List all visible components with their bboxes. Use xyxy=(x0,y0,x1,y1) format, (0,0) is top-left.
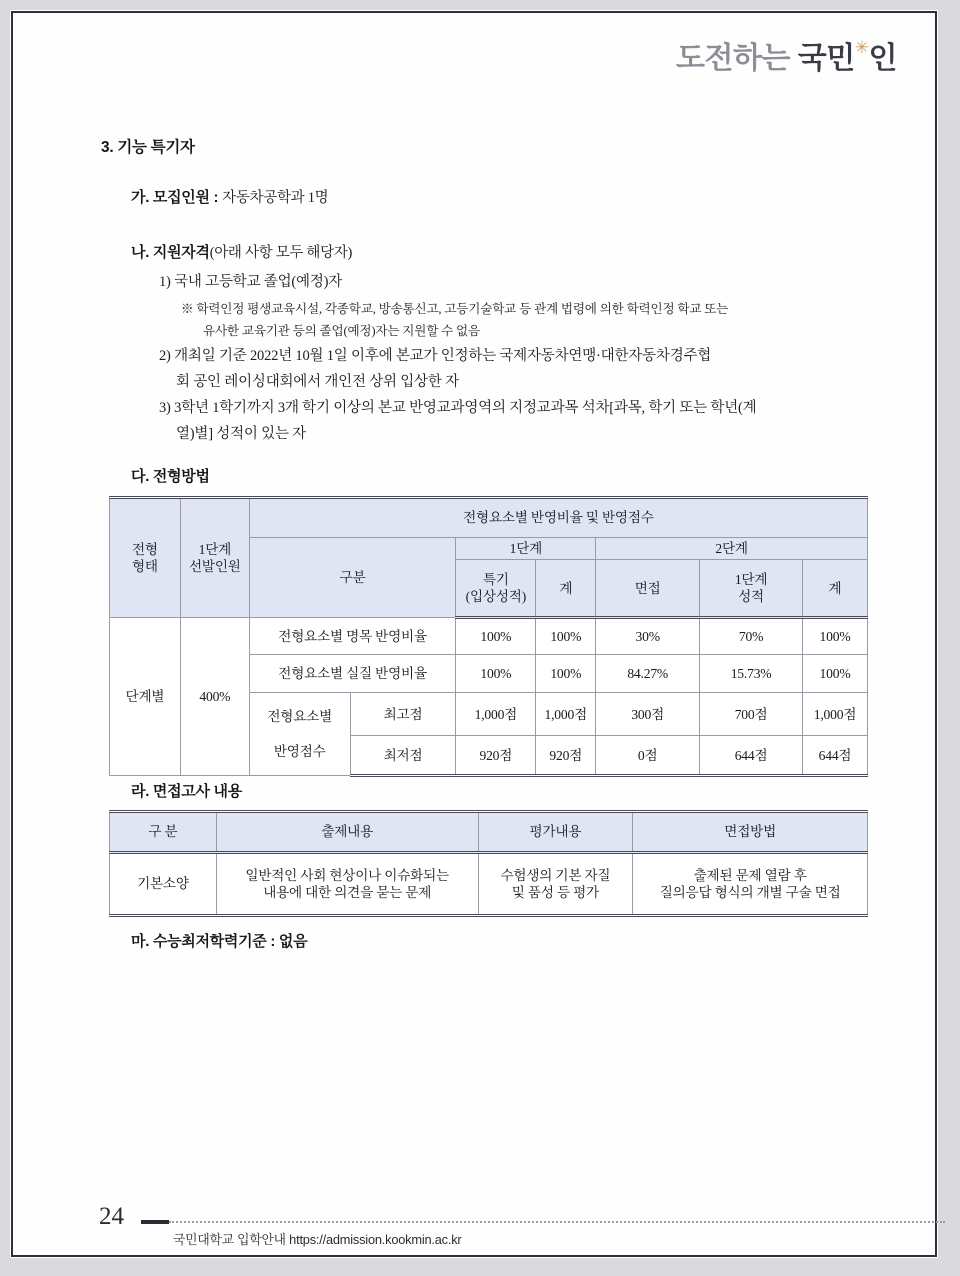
interview-table xyxy=(109,810,868,917)
cell-row-label-nominal: 전형요소별 명목 반영비율 xyxy=(249,618,456,655)
subsection-b-label xyxy=(131,241,352,262)
document-page xyxy=(11,11,937,1257)
brand-text-part1: 도전하는 xyxy=(676,42,798,75)
cell-max-stage1score: 700점 xyxy=(700,693,803,736)
qualification-note-line-2: 유사한 교육기관 등의 졸업(예정)자는 지원할 수 없음 xyxy=(203,324,480,338)
cell-min-interview: 0점 xyxy=(596,736,700,776)
interview-header-evaluation: 평가내용 xyxy=(478,812,633,853)
cell-min-sum2: 644점 xyxy=(803,736,868,776)
interview-cell-evaluation: 수험생의 기본 자질 및 품성 등 평가 xyxy=(478,853,633,916)
method-table-header-row-1 xyxy=(110,498,868,538)
qualification-item-2-cont: 회 공인 레이싱대회에서 개인전 상위 입상한 자 xyxy=(176,374,459,390)
cell-min-stage1score: 644점 xyxy=(700,736,803,776)
header-specialty: 특기 (입상성적) xyxy=(456,560,536,618)
method-table xyxy=(109,496,868,777)
interview-cell-content: 일반적인 사회 현상이나 이슈화되는 내용에 대한 의견을 묻는 문제 xyxy=(216,853,478,916)
header-sum-stage2: 계 xyxy=(803,560,868,618)
cell-actual-stage1score: 15.73% xyxy=(700,655,803,693)
cell-min-specialty: 920점 xyxy=(456,736,536,776)
cell-type-value: 단계별 xyxy=(110,618,181,776)
qualification-item-3-cont: 열)별] 성적이 있는 자 xyxy=(176,426,306,442)
footer-source-text: 국민대학교 입학안내 https://admission.kookmin.ac.kr xyxy=(173,1232,462,1247)
subsection-a-value: 자동차공학과 1명 xyxy=(222,190,329,206)
qualification-item-2: 2) 개최일 기준 2022년 10월 1일 이후에 본교가 인정하는 국제자동차연맹·대한자동차경주협 xyxy=(159,348,712,364)
header-group-title: 전형요소별 반영비율 및 반영점수 xyxy=(249,498,867,538)
cell-max-specialty: 1,000점 xyxy=(456,693,536,736)
header-type: 전형 형태 xyxy=(110,498,181,618)
qualification-note-line-1: ※ 학력인정 평생교육시설, 각종학교, 방송통신고, 고등기술학교 등 관계 법령에 의한 학력인정 학교 또는 xyxy=(181,302,729,316)
page-number: 24 xyxy=(99,1203,124,1230)
cell-sub-label-max: 최고점 xyxy=(350,693,456,736)
subsection-d-label: 라. 면접고사 내용 xyxy=(131,783,242,800)
interview-table-row xyxy=(110,853,868,916)
cell-actual-sum2: 100% xyxy=(803,655,868,693)
cell-min-sum1: 920점 xyxy=(536,736,596,776)
brand-text-part3: 인 xyxy=(868,42,897,75)
interview-cell-division: 기본소양 xyxy=(110,853,217,916)
interview-cell-method: 출제된 문제 열람 후 질의응답 형식의 개별 구술 면접 xyxy=(633,853,868,916)
header-interview: 면접 xyxy=(596,560,700,618)
brand-text-part2: 국민 xyxy=(797,42,855,75)
footer-dash-rule xyxy=(141,1220,169,1224)
cell-max-interview: 300점 xyxy=(596,693,700,736)
subsection-e-label: 마. 수능최저학력기준 : 없음 xyxy=(131,933,308,950)
cell-nominal-specialty: 100% xyxy=(456,618,536,655)
cell-sub-label-min: 최저점 xyxy=(350,736,456,776)
subsection-a-label-text: 가. 모집인원 : xyxy=(131,189,219,206)
cell-quota-value: 400% xyxy=(180,618,249,776)
cell-nominal-interview: 30% xyxy=(596,618,700,655)
cell-actual-interview: 84.27% xyxy=(596,655,700,693)
interview-header-content: 출제내용 xyxy=(216,812,478,853)
document-body xyxy=(13,13,935,1255)
header-stage1-score: 1단계 성적 xyxy=(700,560,803,618)
header-stage2: 2단계 xyxy=(596,538,868,560)
header-division: 구분 xyxy=(249,538,456,618)
cell-nominal-sum2: 100% xyxy=(803,618,868,655)
subsection-b-label-text: 나. 지원자격 xyxy=(131,244,210,261)
cell-nominal-stage1score: 70% xyxy=(700,618,803,655)
cell-row-label-score: 전형요소별 반영점수 xyxy=(249,693,350,776)
subsection-a-label xyxy=(131,186,328,207)
header-stage1: 1단계 xyxy=(456,538,596,560)
header-sum-stage1: 계 xyxy=(536,560,596,618)
interview-table-header-row xyxy=(110,812,868,853)
cell-actual-specialty: 100% xyxy=(456,655,536,693)
qualification-item-3: 3) 3학년 1학기까지 3개 학기 이상의 본교 반영교과영역의 지정교과목 석차[과목, 학기 또는 학년(계 xyxy=(159,400,757,416)
subsection-c-label: 다. 전형방법 xyxy=(131,468,210,485)
method-table-row-nominal xyxy=(110,618,868,655)
page-content-area xyxy=(13,13,935,1255)
qualification-item-1: 1) 국내 고등학교 졸업(예정)자 xyxy=(159,274,343,290)
subsection-b-label-paren: (아래 사항 모두 해당자) xyxy=(209,245,353,261)
footer-dotted-rule xyxy=(169,1221,945,1223)
interview-header-method: 면접방법 xyxy=(633,812,868,853)
cell-max-sum2: 1,000점 xyxy=(803,693,868,736)
brand-star-icon: ✳ xyxy=(854,38,869,57)
cell-nominal-sum1: 100% xyxy=(536,618,596,655)
section-heading-3: 3. 기능 특기자 xyxy=(101,139,195,156)
header-stage1-quota: 1단계 선발인원 xyxy=(180,498,249,618)
cell-actual-sum1: 100% xyxy=(536,655,596,693)
interview-header-division: 구 분 xyxy=(110,812,217,853)
cell-max-sum1: 1,000점 xyxy=(536,693,596,736)
cell-row-label-actual: 전형요소별 실질 반영비율 xyxy=(249,655,456,693)
